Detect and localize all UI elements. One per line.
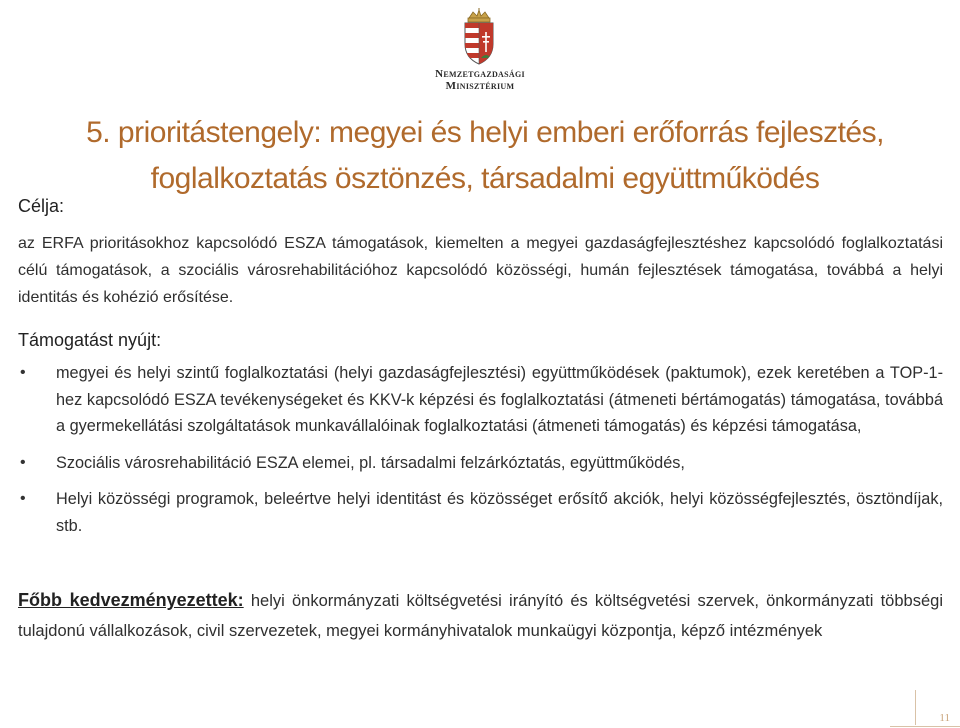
- page-number: 11: [939, 712, 950, 724]
- ministry-name: [380, 68, 580, 92]
- support-item: • Helyi közösségi programok, beleértve helyi identitást és közösséget erősítő akciók, helyi közösségfejlesztés, ösztöndíjak, stb.: [18, 486, 943, 539]
- beneficiaries-text: helyi önkormányzati költségvetési irányító és költségvetési szervek, önkormányzati többségi tulajdonú vállalkozások, civil szervezetek, megyei kormányhivatalok munkaügyi központja, képző intézmények: [18, 592, 943, 640]
- goal-text: az ERFA prioritásokhoz kapcsolódó ESZA támogatások, kiemelten a megyei gazdaságfejlesztéshez kapcsolódó foglalkoztatási célú támogatások, a szociális városrehabilitációhoz kapcsolódó közösségi, humán fejlesztések támogatása, továbbá a helyi identitás és kohézió erősítése.: [18, 235, 943, 306]
- beneficiaries-label: Főbb kedvezményezettek:: [18, 590, 244, 610]
- support-list: [18, 360, 943, 549]
- support-label: Támogatást nyújt:: [18, 330, 162, 350]
- goal-label: Célja:: [18, 196, 65, 216]
- corner-divider: [915, 690, 916, 725]
- ministry-logo: [0, 0, 960, 100]
- beneficiaries-section: [18, 585, 943, 646]
- hungarian-coat-of-arms-icon: [455, 8, 503, 66]
- support-item: • megyei és helyi szintű foglalkoztatási (helyi gazdaságfejlesztési) együttműködések (paktumok), ezek keretében a TOP-1-hez kapcsolódó ESZA tevékenységeket és KKV-k képzési és foglalkoztatási (átmeneti bértámogatás) támogatása, továbbá a gyermekellátási szolgáltatások munkavállalóinak foglalkoztatási (átmeneti támogatás) és képzési támogatása,: [18, 360, 943, 440]
- support-item: • Szociális városrehabilitáció ESZA elemei, pl. társadalmi felzárkóztatás, együttműködés,: [18, 450, 943, 477]
- title-line1: 5. prioritástengely: megyei és helyi emberi erőforrás fejlesztés,: [86, 116, 884, 149]
- bottom-divider: [890, 726, 960, 727]
- title-line2: foglalkoztatás ösztönzés, társadalmi együttműködés: [150, 162, 820, 195]
- slide-title: [20, 110, 950, 202]
- ministry-name-line1: Nemzetgazdasági: [435, 68, 525, 80]
- ministry-name-line2: Minisztérium: [445, 80, 515, 92]
